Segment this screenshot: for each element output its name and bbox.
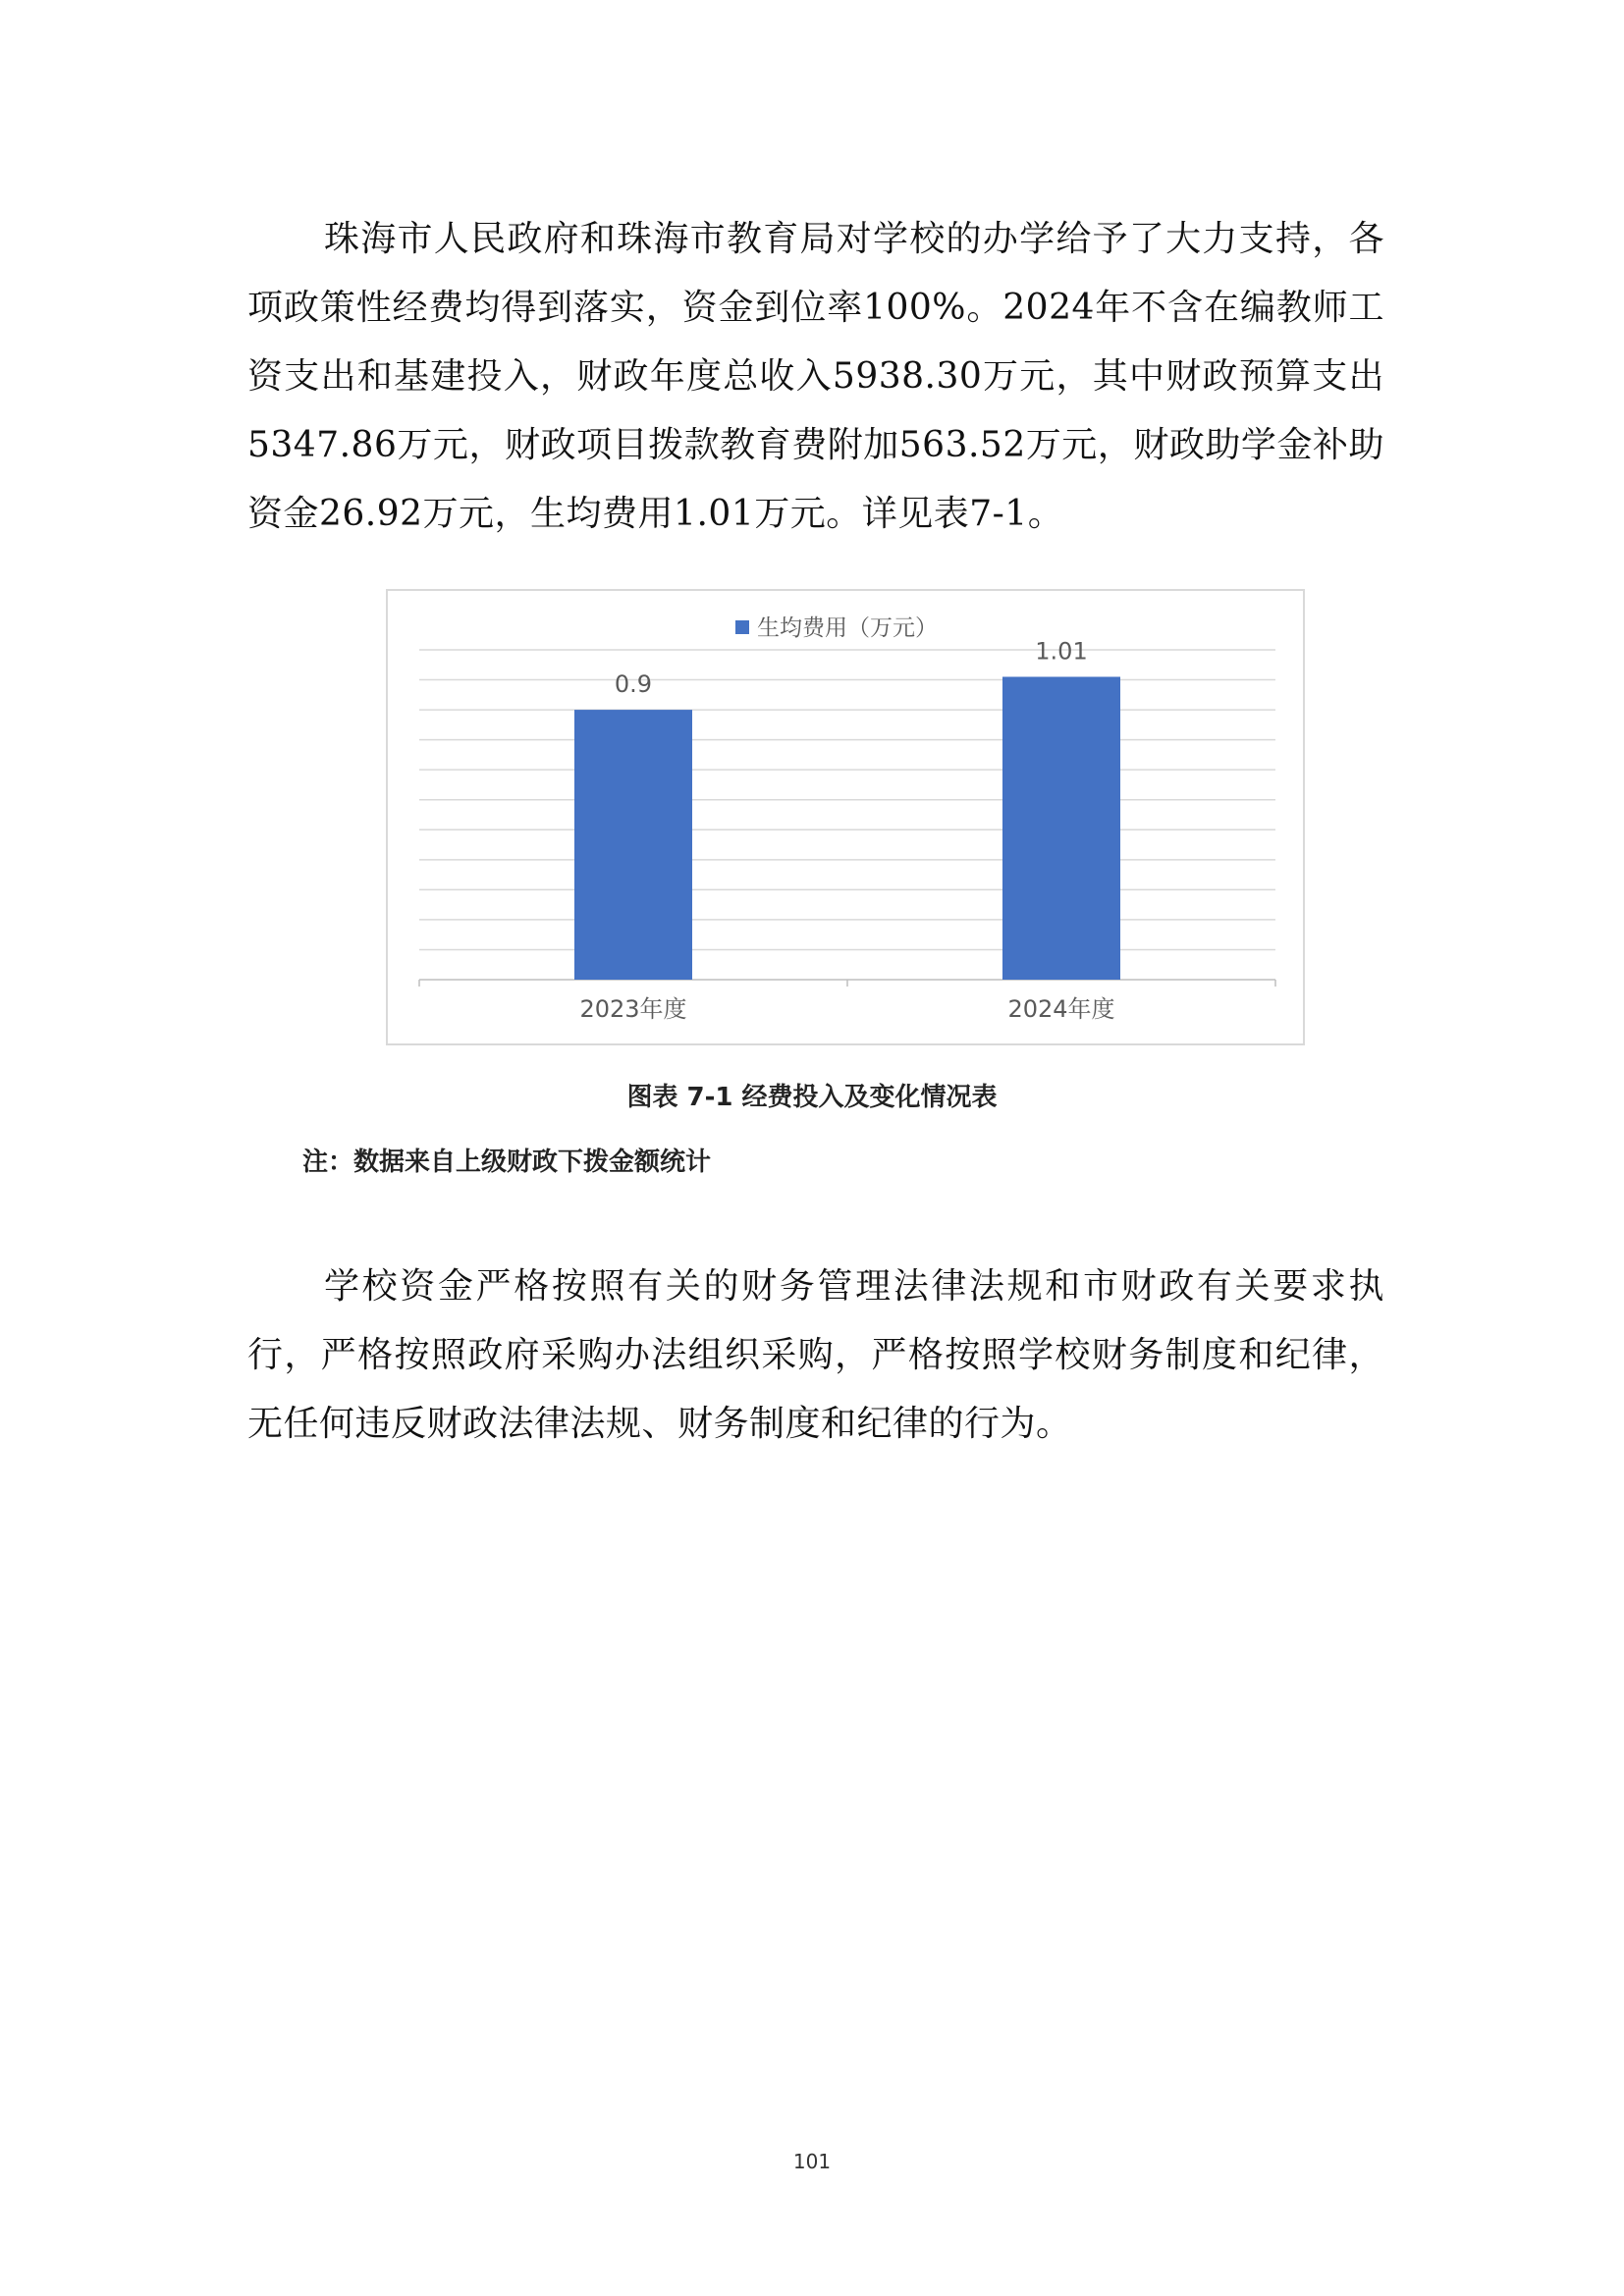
gridlines	[419, 650, 1275, 949]
paragraph-financial-compliance: 学校资金严格按照有关的财务管理法律法规和市财政有关要求执行，严格按照政府采购办法组织采购，严格按照学校财务制度和纪律，无任何违反财政法律法规、财务制度和纪律的行为。	[247, 1266, 1384, 1444]
data-source-note: 注：数据来自上级财政下拨金额统计	[302, 1148, 712, 1177]
legend-label: 生均费用（万元）	[757, 615, 938, 641]
funding-bar-chart	[386, 589, 1305, 1045]
x-axis	[419, 980, 1275, 987]
data-label-1: 0.9	[614, 670, 653, 699]
page-number: 101	[792, 2150, 832, 2173]
paragraph-funding-support: 珠海市人民政府和珠海市教育局对学校的办学给予了大力支持，各项政策性经费均得到落实，资金到位率100%。2024年不含在编教师工资支出和基建投入，财政年度总收入5938.30万元，其中财政预算支出5347.86万元，财政项目拨款教育费附加563.52万元，财政助学金补助资金26.92万元，生均费用1.01万元。详见表7-1。	[247, 219, 1384, 534]
figure-caption: 图表 7-1 经费投入及变化情况表	[626, 1083, 998, 1112]
bar-1	[574, 710, 692, 980]
bar-2	[1002, 676, 1120, 980]
legend-swatch	[735, 620, 749, 634]
legend	[735, 615, 938, 641]
chart-canvas	[388, 591, 1303, 1043]
category-label-2: 2024年度	[1007, 995, 1115, 1023]
category-label-1: 2023年度	[579, 995, 687, 1023]
data-label-2: 1.01	[1035, 637, 1088, 666]
